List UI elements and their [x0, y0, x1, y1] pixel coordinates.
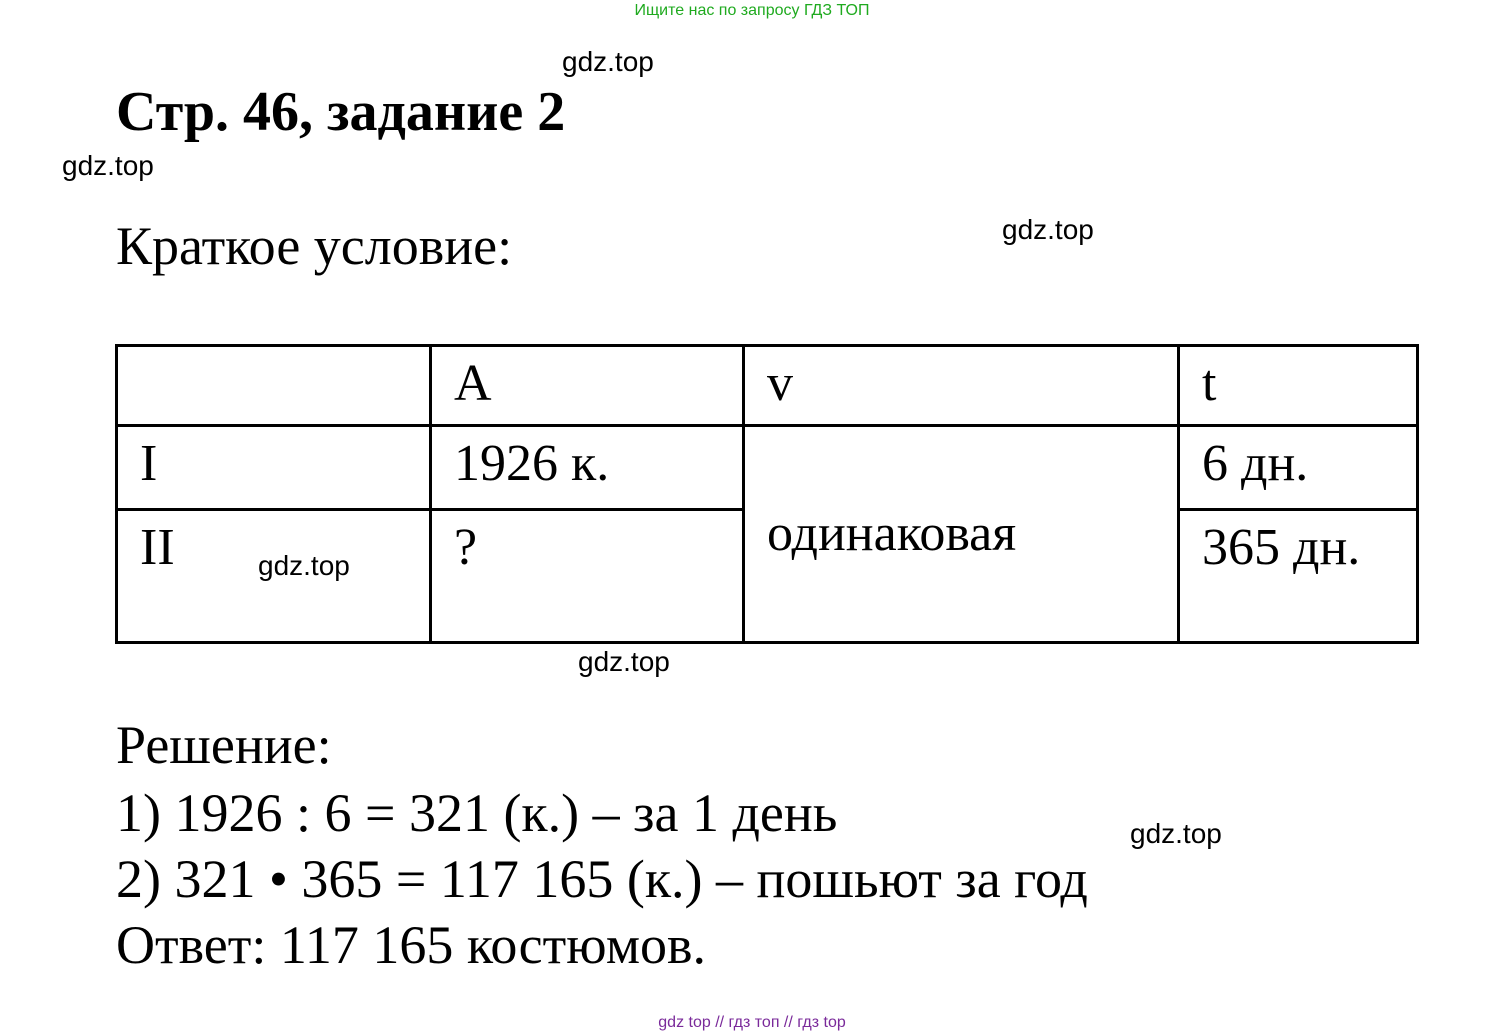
page-title: Стр. 46, задание 2 — [116, 81, 566, 143]
table-cell-a: ? — [431, 510, 744, 643]
row-label: II — [140, 519, 175, 576]
watermark: gdz.top — [1130, 818, 1222, 849]
solution-step: 1) 1926 : 6 = 321 (к.) – за 1 день — [116, 783, 838, 843]
condition-heading: Краткое условие: — [116, 216, 513, 276]
table-cell-v-merged: одинаковая — [744, 426, 1179, 643]
watermark: gdz.top — [1002, 214, 1094, 245]
table-cell-t: 365 дн. — [1179, 510, 1418, 643]
condition-table — [115, 344, 1419, 644]
table-header-cell — [117, 346, 431, 426]
watermark: gdz.top — [578, 646, 670, 677]
solution-heading: Решение: — [116, 715, 332, 775]
table-row — [117, 426, 1418, 510]
row-label: I — [117, 426, 431, 510]
footer-watermark: gdz top // гдз топ // гдз top — [658, 1014, 846, 1031]
table-cell-a: 1926 к. — [431, 426, 744, 510]
answer-line: Ответ: 117 165 костюмов. — [116, 915, 707, 975]
watermark: gdz.top — [562, 46, 654, 77]
top-banner: Ищите нас по запросу ГДЗ ТОП — [634, 2, 870, 19]
watermark: gdz.top — [62, 150, 154, 181]
watermark: gdz.top — [258, 550, 350, 581]
table-header-row — [117, 346, 1418, 426]
table-header-cell: v — [744, 346, 1179, 426]
table-header-cell: A — [431, 346, 744, 426]
table-cell-t: 6 дн. — [1179, 426, 1418, 510]
solution-step: 2) 321 • 365 = 117 165 (к.) – пошьют за год — [116, 849, 1088, 909]
table-header-cell: t — [1179, 346, 1418, 426]
